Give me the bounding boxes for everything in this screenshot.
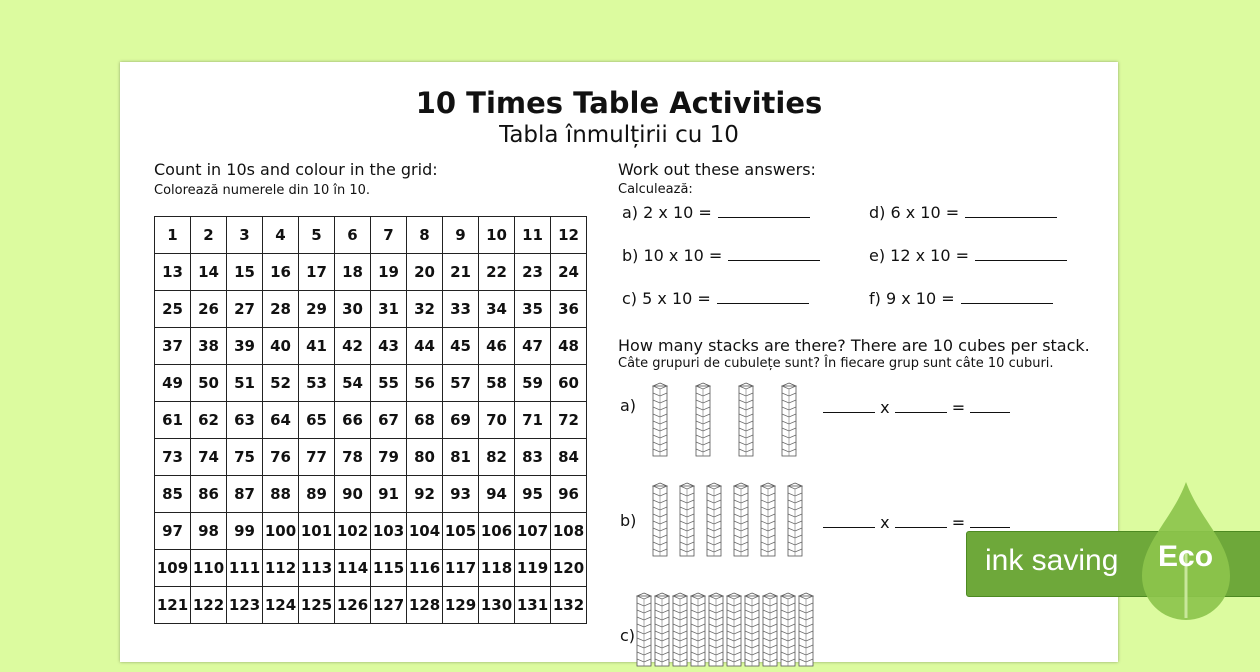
grid-cell[interactable]: 24: [551, 254, 587, 291]
grid-cell[interactable]: 61: [155, 402, 191, 439]
grid-cell[interactable]: 113: [299, 550, 335, 587]
grid-cell[interactable]: 35: [515, 291, 551, 328]
grid-row: [155, 254, 587, 291]
grid-cell[interactable]: 36: [551, 291, 587, 328]
cube-stack: [706, 482, 722, 562]
grid-cell[interactable]: 108: [551, 513, 587, 550]
answers-instruction: Work out these answers:: [618, 160, 816, 179]
grid-cell[interactable]: 97: [155, 513, 191, 550]
grid-cell[interactable]: 38: [191, 328, 227, 365]
times-sign: x: [880, 513, 890, 532]
grid-row: [155, 550, 587, 587]
grid-cell[interactable]: 68: [407, 402, 443, 439]
grid-cell[interactable]: 130: [479, 587, 515, 624]
question-a: [622, 203, 810, 222]
grid-cell[interactable]: 74: [191, 439, 227, 476]
grid-cell[interactable]: 57: [443, 365, 479, 402]
blank[interactable]: [970, 515, 1010, 528]
grid-cell[interactable]: 41: [299, 328, 335, 365]
grid-cell[interactable]: 43: [371, 328, 407, 365]
question-d: [869, 203, 1057, 222]
grid-cell[interactable]: 58: [479, 365, 515, 402]
answer-blank[interactable]: [975, 246, 1067, 261]
question-e: [869, 246, 1067, 265]
grid-cell[interactable]: 28: [263, 291, 299, 328]
question-label: b) 10 x 10 =: [622, 246, 723, 265]
grid-cell[interactable]: 80: [407, 439, 443, 476]
grid-row: [155, 439, 587, 476]
grid-cell[interactable]: 50: [191, 365, 227, 402]
blank[interactable]: [895, 515, 947, 528]
blank[interactable]: [823, 515, 875, 528]
grid-cell[interactable]: 125: [299, 587, 335, 624]
grid-cell[interactable]: 126: [335, 587, 371, 624]
answers-instruction-ro: Calculează:: [618, 182, 693, 197]
grid-cell[interactable]: 62: [191, 402, 227, 439]
grid-cell[interactable]: 55: [371, 365, 407, 402]
grid-cell[interactable]: 81: [443, 439, 479, 476]
grid-cell[interactable]: 122: [191, 587, 227, 624]
grid-cell[interactable]: 30: [335, 291, 371, 328]
grid-cell[interactable]: 72: [551, 402, 587, 439]
cube-stack: [798, 592, 814, 672]
grid-cell[interactable]: 20: [407, 254, 443, 291]
grid-cell[interactable]: 2: [191, 217, 227, 254]
grid-row: [155, 291, 587, 328]
grid-cell[interactable]: 87: [227, 476, 263, 513]
grid-cell[interactable]: 3: [227, 217, 263, 254]
cube-stack: [780, 592, 796, 672]
stack-label-b: b): [620, 511, 637, 530]
grid-cell[interactable]: 76: [263, 439, 299, 476]
grid-cell[interactable]: 39: [227, 328, 263, 365]
grid-cell[interactable]: 18: [335, 254, 371, 291]
question-f: [869, 289, 1053, 308]
blank[interactable]: [895, 400, 947, 413]
grid-cell[interactable]: 71: [515, 402, 551, 439]
grid-cell[interactable]: 90: [335, 476, 371, 513]
cube-stack: [636, 592, 652, 672]
grid-cell[interactable]: 19: [371, 254, 407, 291]
grid-cell[interactable]: 21: [443, 254, 479, 291]
times-sign: x: [880, 398, 890, 417]
grid-cell[interactable]: 14: [191, 254, 227, 291]
grid-cell[interactable]: 103: [371, 513, 407, 550]
stack-label-c: c): [620, 626, 636, 645]
cube-stack: [672, 592, 688, 672]
grid-cell[interactable]: 111: [227, 550, 263, 587]
grid-cell[interactable]: 52: [263, 365, 299, 402]
grid-cell[interactable]: 88: [263, 476, 299, 513]
grid-cell[interactable]: 73: [155, 439, 191, 476]
grid-row: [155, 402, 587, 439]
grid-cell[interactable]: 89: [299, 476, 335, 513]
grid-cell[interactable]: 44: [407, 328, 443, 365]
grid-cell[interactable]: 94: [479, 476, 515, 513]
question-b: [622, 246, 820, 265]
grid-cell[interactable]: 104: [407, 513, 443, 550]
cube-stack: [695, 382, 711, 462]
answer-blank[interactable]: [965, 203, 1057, 218]
grid-cell[interactable]: 106: [479, 513, 515, 550]
grid-cell[interactable]: 129: [443, 587, 479, 624]
equation-a: [823, 398, 1010, 417]
grid-cell[interactable]: 12: [551, 217, 587, 254]
grid-cell[interactable]: 70: [479, 402, 515, 439]
stack-label-a: a): [620, 396, 637, 415]
grid-cell[interactable]: 98: [191, 513, 227, 550]
cube-stack: [726, 592, 742, 672]
grid-cell[interactable]: 53: [299, 365, 335, 402]
grid-cell[interactable]: 16: [263, 254, 299, 291]
cube-stack: [733, 482, 749, 562]
cube-stack: [760, 482, 776, 562]
grid-cell[interactable]: 4: [263, 217, 299, 254]
grid-cell[interactable]: 49: [155, 365, 191, 402]
hundred-grid: [154, 216, 587, 624]
grid-row: [155, 513, 587, 550]
grid-cell[interactable]: 119: [515, 550, 551, 587]
grid-cell[interactable]: 32: [407, 291, 443, 328]
grid-cell[interactable]: 116: [407, 550, 443, 587]
badge-text: ink saving: [985, 544, 1119, 577]
grid-cell[interactable]: 101: [299, 513, 335, 550]
question-label: f) 9 x 10 =: [869, 289, 955, 308]
grid-cell[interactable]: 31: [371, 291, 407, 328]
grid-cell[interactable]: 115: [371, 550, 407, 587]
cube-stack: [652, 482, 668, 562]
cube-stack: [744, 592, 760, 672]
grid-cell[interactable]: 91: [371, 476, 407, 513]
cube-stack: [708, 592, 724, 672]
grid-cell[interactable]: 29: [299, 291, 335, 328]
grid-cell[interactable]: 9: [443, 217, 479, 254]
grid-cell[interactable]: 25: [155, 291, 191, 328]
grid-cell[interactable]: 64: [263, 402, 299, 439]
grid-cell[interactable]: 118: [479, 550, 515, 587]
page-title: 10 Times Table Activities: [415, 86, 823, 120]
grid-cell[interactable]: 95: [515, 476, 551, 513]
grid-cell[interactable]: 60: [551, 365, 587, 402]
grid-cell[interactable]: 33: [443, 291, 479, 328]
grid-cell[interactable]: 114: [335, 550, 371, 587]
question-label: a) 2 x 10 =: [622, 203, 712, 222]
question-c: [622, 289, 809, 308]
grid-cell[interactable]: 13: [155, 254, 191, 291]
answer-blank[interactable]: [717, 289, 809, 304]
grid-cell[interactable]: 117: [443, 550, 479, 587]
grid-cell[interactable]: 120: [551, 550, 587, 587]
grid-cell[interactable]: 37: [155, 328, 191, 365]
page-subtitle: Tabla înmulțirii cu 10: [499, 122, 739, 148]
grid-cell[interactable]: 82: [479, 439, 515, 476]
cube-stack: [781, 382, 797, 462]
grid-cell[interactable]: 66: [335, 402, 371, 439]
stacks-instruction-ro: Câte grupuri de cubulețe sunt? În fiecare grup sunt câte 10 cuburi.: [618, 356, 1054, 371]
grid-cell[interactable]: 110: [191, 550, 227, 587]
grid-cell[interactable]: 65: [299, 402, 335, 439]
grid-cell[interactable]: 59: [515, 365, 551, 402]
grid-cell[interactable]: 109: [155, 550, 191, 587]
grid-cell[interactable]: 67: [371, 402, 407, 439]
grid-cell[interactable]: 86: [191, 476, 227, 513]
grid-cell[interactable]: 15: [227, 254, 263, 291]
grid-cell[interactable]: 102: [335, 513, 371, 550]
grid-cell[interactable]: 123: [227, 587, 263, 624]
grid-cell[interactable]: 93: [443, 476, 479, 513]
grid-row: [155, 587, 587, 624]
grid-instruction-ro: Colorează numerele din 10 în 10.: [154, 183, 371, 198]
grid-cell[interactable]: 6: [335, 217, 371, 254]
question-label: e) 12 x 10 =: [869, 246, 970, 265]
grid-cell[interactable]: 42: [335, 328, 371, 365]
grid-cell[interactable]: 78: [335, 439, 371, 476]
grid-cell[interactable]: 84: [551, 439, 587, 476]
blank[interactable]: [970, 400, 1010, 413]
answer-blank[interactable]: [728, 246, 820, 261]
grid-cell[interactable]: 107: [515, 513, 551, 550]
grid-cell[interactable]: 83: [515, 439, 551, 476]
grid-row: [155, 328, 587, 365]
grid-cell[interactable]: 77: [299, 439, 335, 476]
grid-cell[interactable]: 96: [551, 476, 587, 513]
grid-cell[interactable]: 112: [263, 550, 299, 587]
grid-cell[interactable]: 99: [227, 513, 263, 550]
grid-row: [155, 365, 587, 402]
grid-cell[interactable]: 5: [299, 217, 335, 254]
cube-stack: [762, 592, 778, 672]
cube-stack: [787, 482, 803, 562]
grid-cell[interactable]: 17: [299, 254, 335, 291]
cube-stack: [738, 382, 754, 462]
grid-cell[interactable]: 51: [227, 365, 263, 402]
grid-cell[interactable]: 56: [407, 365, 443, 402]
question-label: c) 5 x 10 =: [622, 289, 711, 308]
grid-cell[interactable]: 26: [191, 291, 227, 328]
grid-cell[interactable]: 63: [227, 402, 263, 439]
grid-cell[interactable]: 45: [443, 328, 479, 365]
grid-cell[interactable]: 34: [479, 291, 515, 328]
question-label: d) 6 x 10 =: [869, 203, 960, 222]
grid-cell[interactable]: 100: [263, 513, 299, 550]
grid-cell[interactable]: 75: [227, 439, 263, 476]
grid-cell[interactable]: 48: [551, 328, 587, 365]
grid-cell[interactable]: 127: [371, 587, 407, 624]
cube-stack: [690, 592, 706, 672]
grid-cell[interactable]: 40: [263, 328, 299, 365]
grid-cell[interactable]: 11: [515, 217, 551, 254]
cube-stack: [679, 482, 695, 562]
grid-cell[interactable]: 105: [443, 513, 479, 550]
grid-cell[interactable]: 47: [515, 328, 551, 365]
equals-sign: =: [951, 398, 966, 417]
grid-cell[interactable]: 79: [371, 439, 407, 476]
grid-cell[interactable]: 128: [407, 587, 443, 624]
answer-blank[interactable]: [961, 289, 1053, 304]
grid-cell[interactable]: 92: [407, 476, 443, 513]
blank[interactable]: [823, 400, 875, 413]
grid-cell[interactable]: 22: [479, 254, 515, 291]
cube-stack: [654, 592, 670, 672]
grid-cell[interactable]: 46: [479, 328, 515, 365]
grid-cell[interactable]: 1: [155, 217, 191, 254]
cube-stack: [652, 382, 668, 462]
grid-cell[interactable]: 23: [515, 254, 551, 291]
grid-instruction: Count in 10s and colour in the grid:: [154, 160, 438, 179]
grid-cell[interactable]: 124: [263, 587, 299, 624]
grid-cell[interactable]: 8: [407, 217, 443, 254]
grid-cell[interactable]: 131: [515, 587, 551, 624]
grid-cell[interactable]: 85: [155, 476, 191, 513]
grid-cell[interactable]: 10: [479, 217, 515, 254]
grid-cell[interactable]: 132: [551, 587, 587, 624]
grid-row: [155, 217, 587, 254]
grid-cell[interactable]: 54: [335, 365, 371, 402]
grid-cell[interactable]: 7: [371, 217, 407, 254]
grid-row: [155, 476, 587, 513]
grid-cell[interactable]: 121: [155, 587, 191, 624]
equation-b: [823, 513, 1010, 532]
grid-cell[interactable]: 69: [443, 402, 479, 439]
eco-label: Eco: [1158, 540, 1214, 573]
grid-cell[interactable]: 27: [227, 291, 263, 328]
stacks-instruction: How many stacks are there? There are 10 cubes per stack.: [618, 336, 1090, 355]
answer-blank[interactable]: [718, 203, 810, 218]
equals-sign: =: [951, 513, 966, 532]
